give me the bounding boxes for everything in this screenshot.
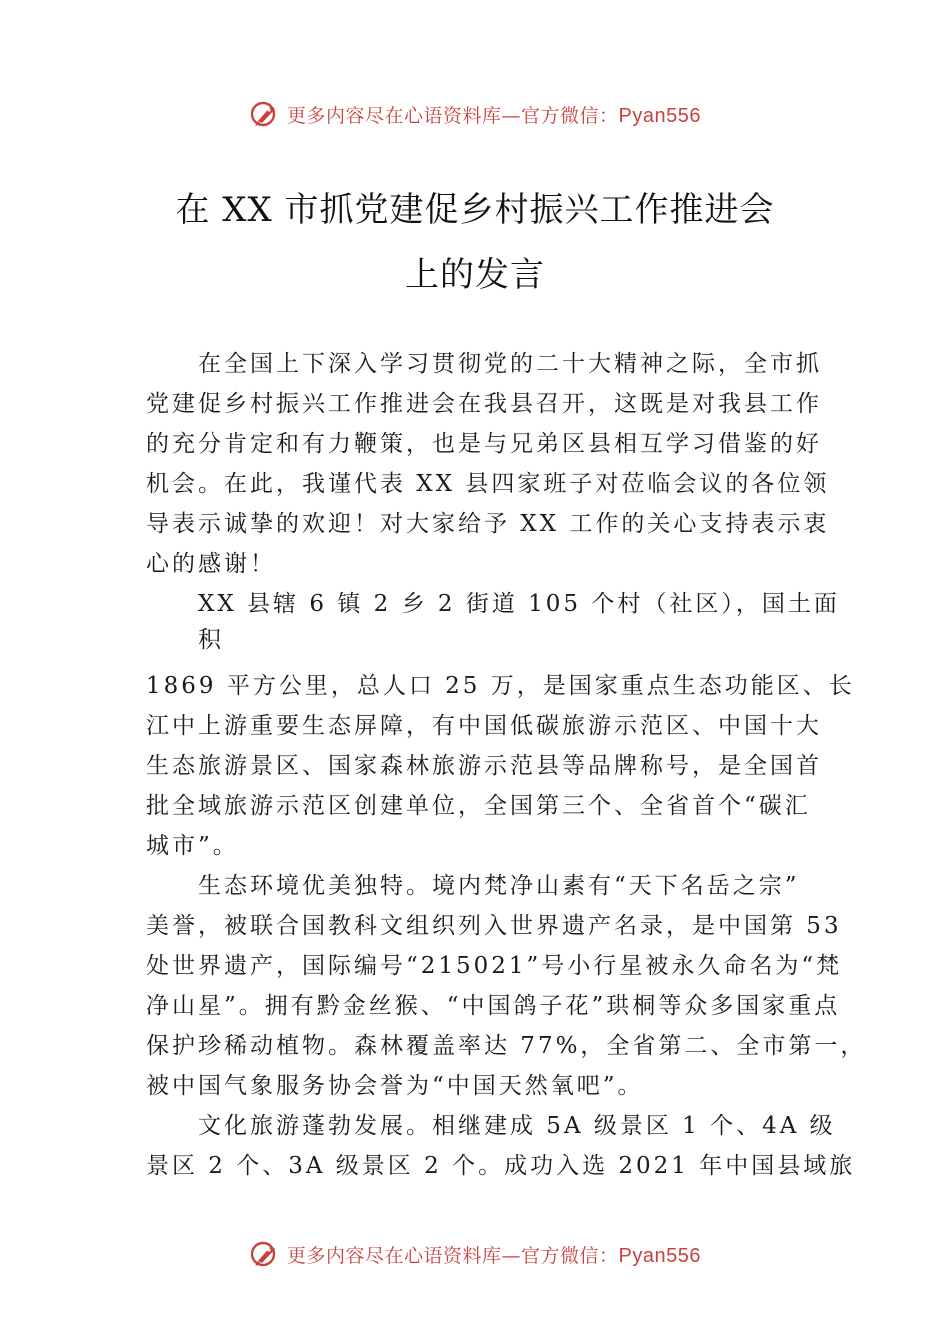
text-line: 机会。在此，我谨代表 XX 县四家班子对莅临会议的各位领 bbox=[146, 471, 830, 497]
text-line: 的充分肯定和有力鞭策，也是与兄弟区县相互学习借鉴的好 bbox=[146, 431, 822, 457]
text-line: 生态旅游景区、国家森林旅游示范县等品牌称号，是全国首 bbox=[146, 753, 822, 779]
text-line: 生态环境优美独特。境内梵净山素有“天下名岳之宗” bbox=[198, 873, 800, 899]
paragraph-2 bbox=[146, 584, 855, 866]
text-line: 美誉，被联合国教科文组织列入世界遗产名录，是中国第 53 bbox=[146, 913, 842, 939]
paragraph-3 bbox=[146, 866, 867, 1106]
text-line: 处世界遗产，国际编号“215021”号小行星被永久命名为“梵 bbox=[146, 953, 843, 979]
text-line: 文化旅游蓬勃发展。相继建成 5A 级景区 1 个、4A 级 bbox=[198, 1113, 836, 1139]
spacer bbox=[146, 656, 832, 666]
document-title-line-1: 在 XX 市抓党建促乡村振兴工作推进会 bbox=[175, 190, 775, 230]
header-banner bbox=[0, 92, 950, 136]
footer-banner bbox=[0, 1232, 950, 1276]
text-line: 心的感谢！ bbox=[146, 551, 276, 577]
text-line: 批全域旅游示范区创建单位，全国第三个、全省首个“碳汇 bbox=[146, 793, 811, 819]
banner-text: 更多内容尽在心语资料库—官方微信：Pyan556 bbox=[287, 104, 701, 127]
text-line: XX 县辖 6 镇 2 乡 2 街道 105 个村（社区），国土面 bbox=[198, 591, 840, 617]
text-line: 积 bbox=[198, 627, 224, 653]
text-line: 江中上游重要生态屏障，有中国低碳旅游示范区、中国十大 bbox=[146, 713, 822, 739]
pen-nib-logo-icon bbox=[249, 98, 281, 130]
text-line: 城市”。 bbox=[146, 833, 239, 859]
document-body bbox=[146, 344, 867, 1186]
text-line: 党建促乡村振兴工作推进会在我县召开，这既是对我县工作 bbox=[146, 391, 822, 417]
wechat-id: Pyan556 bbox=[618, 104, 701, 127]
banner-text: 更多内容尽在心语资料库—官方微信：Pyan556 bbox=[287, 1244, 701, 1267]
pen-nib-logo-icon bbox=[249, 1238, 281, 1270]
text-line: 净山星”。拥有黔金丝猴、“中国鸽子花”珙桐等众多国家重点 bbox=[146, 993, 841, 1019]
document-title-line-2: 上的发言 bbox=[405, 255, 545, 295]
text-line: 保护珍稀动植物。森林覆盖率达 77%，全省第二、全市第一， bbox=[146, 1033, 867, 1059]
paragraph-1 bbox=[146, 344, 832, 584]
text-line: 在全国上下深入学习贯彻党的二十大精神之际，全市抓 bbox=[198, 351, 822, 377]
text-line: 导表示诚挚的欢迎！对大家给予 XX 工作的关心支持表示衷 bbox=[146, 511, 830, 537]
paragraph-4 bbox=[146, 1106, 856, 1186]
text-line: 1869 平方公里，总人口 25 万，是国家重点生态功能区、长 bbox=[146, 673, 855, 699]
text-line: 景区 2 个、3A 级景区 2 个。成功入选 2021 年中国县域旅 bbox=[146, 1153, 856, 1179]
wechat-id: Pyan556 bbox=[618, 1244, 701, 1267]
text-line: 被中国气象服务协会誉为“中国天然氧吧”。 bbox=[146, 1073, 644, 1099]
